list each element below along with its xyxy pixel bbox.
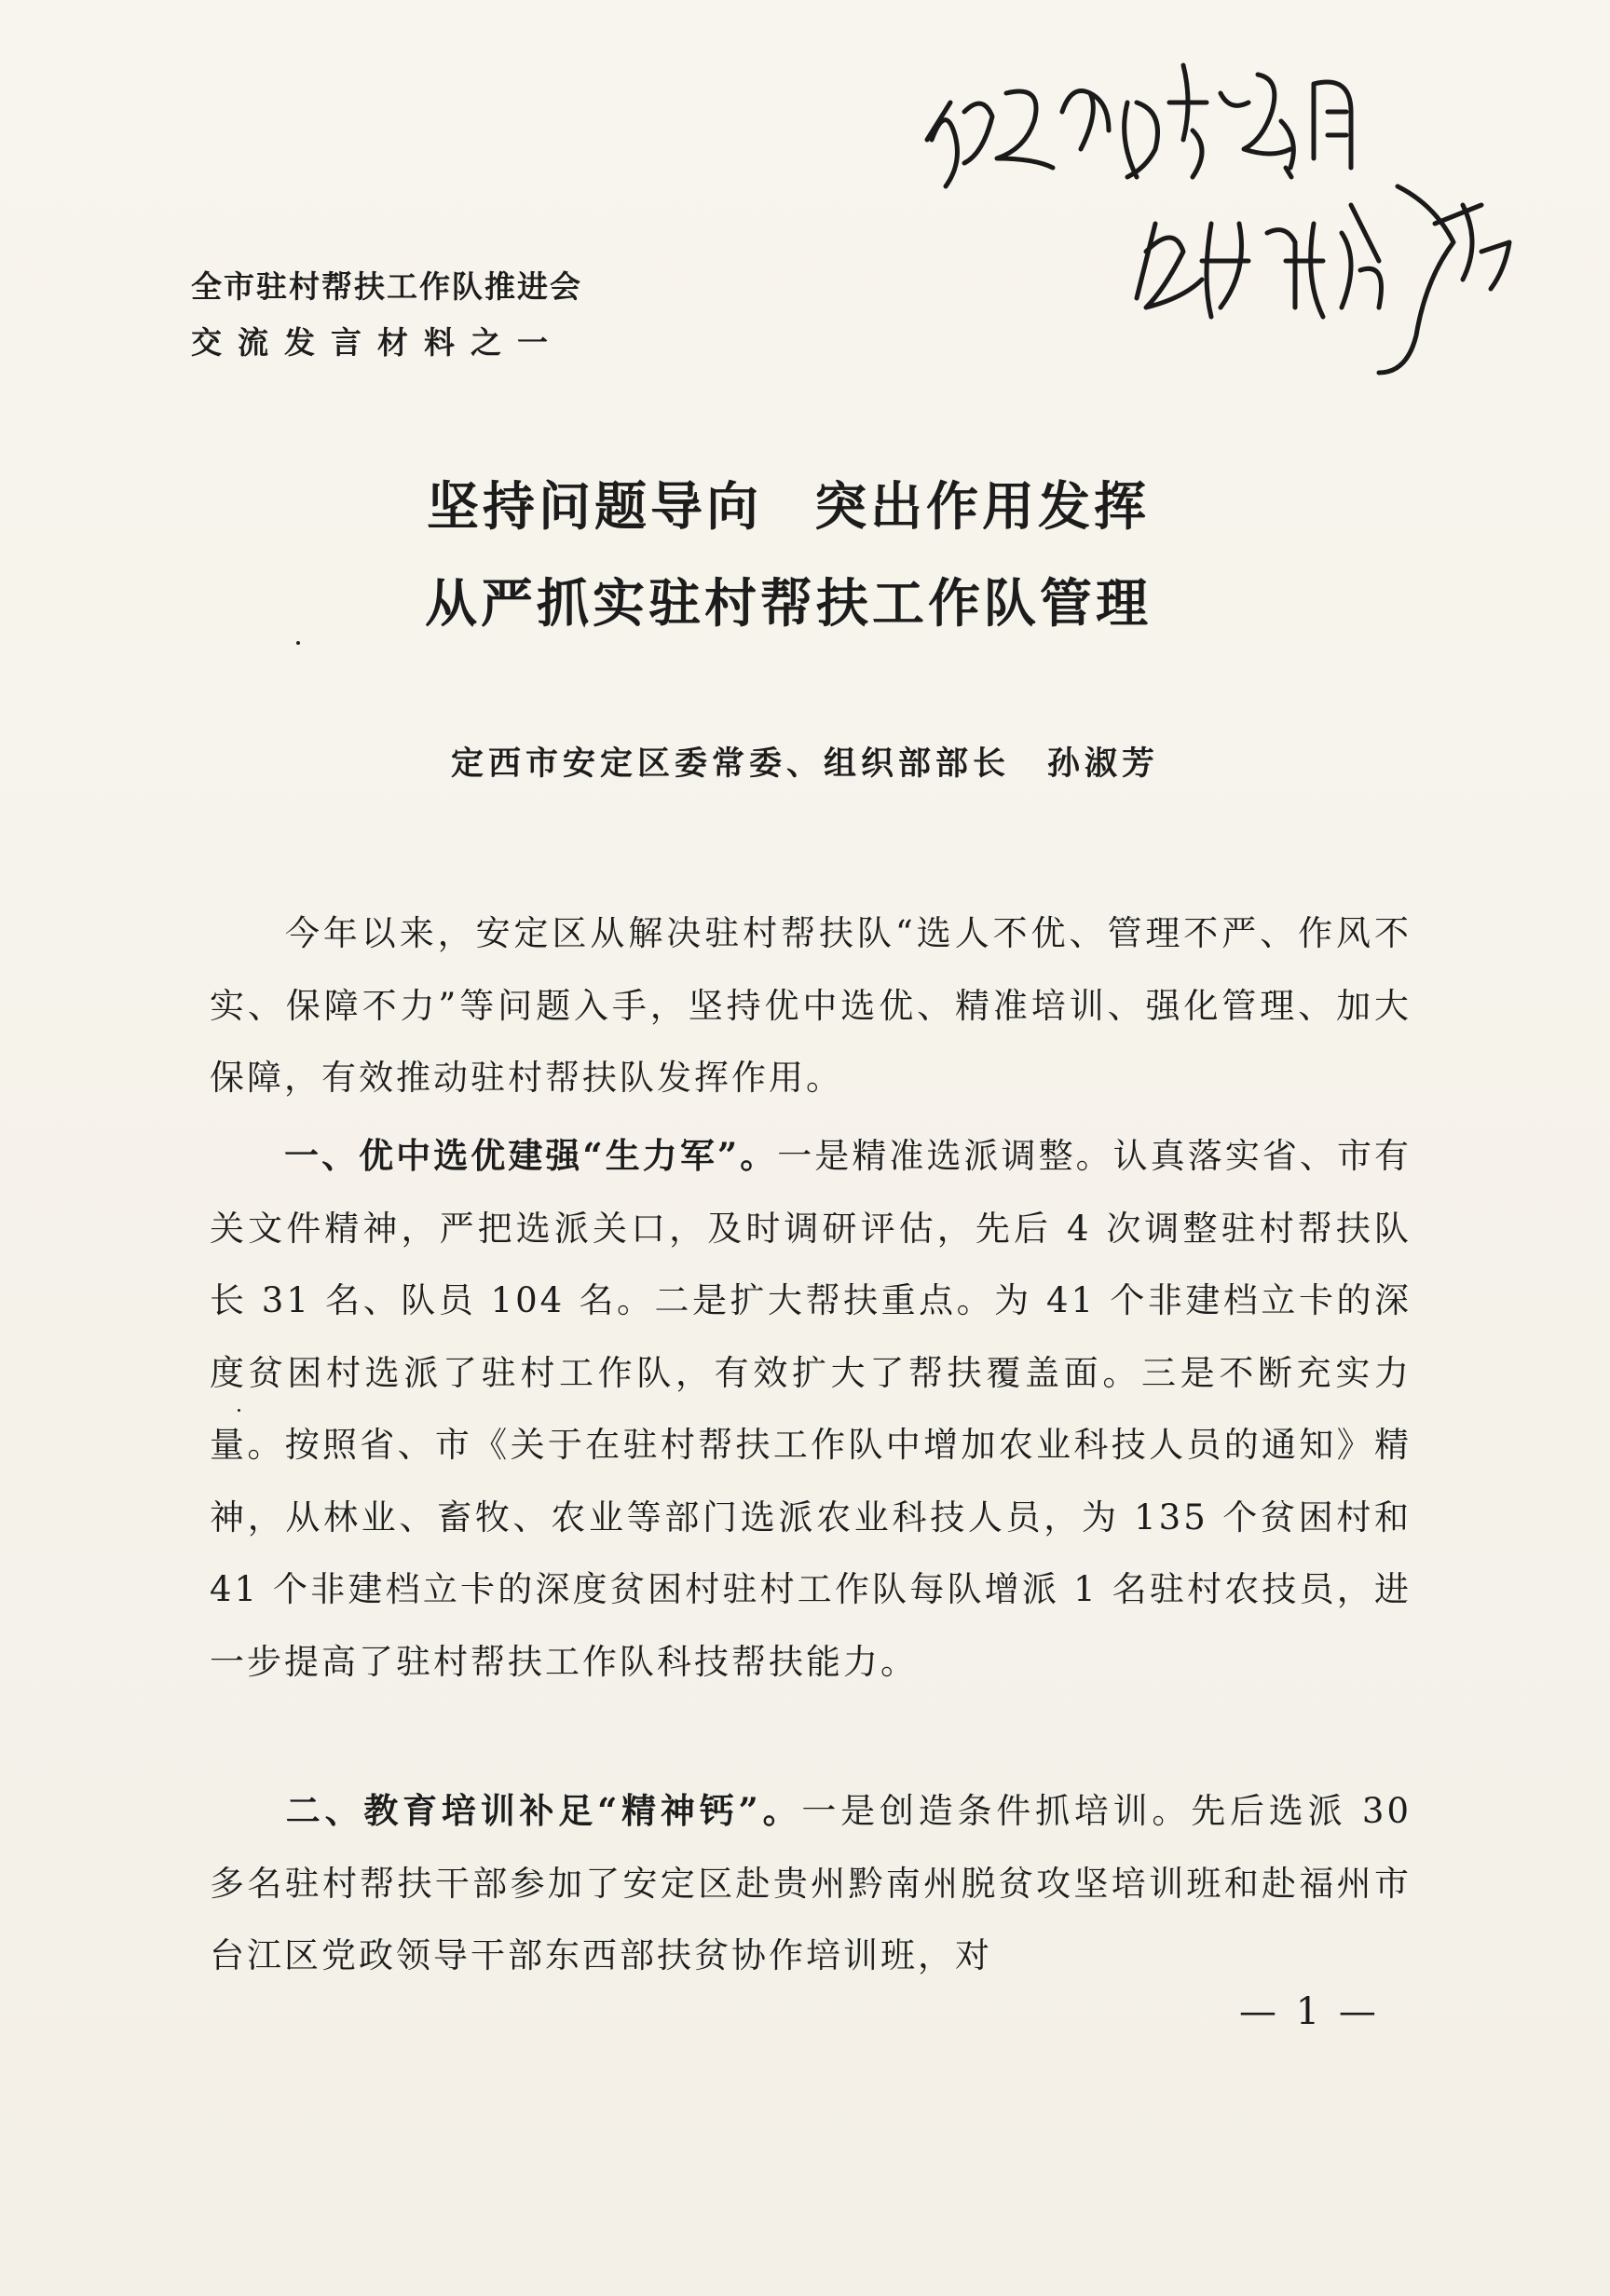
scan-speck bbox=[296, 641, 300, 645]
author-position: 定西市安定区委常委、组织部部长 bbox=[450, 745, 1010, 783]
title-part2: 突出作用发挥 bbox=[814, 476, 1150, 538]
section-1-text: 一是精准选派调整。认真落实省、市有关文件精神，严把选派关口，及时调研评估，先后 4 次调整驻村帮扶队长 31 名、队员 104 名。二是扩大帮扶重点。为 41 个非建档立卡的深度贫困村选派了驻村工作队，有效扩大了帮扶覆盖面。三是不断充实力量。按照省、市《关于在驻村帮扶工作队中增加农业科技人员的通知》精神，从林业、畜牧、农业等部门选派农业科技人员，为 135 个贫困村和 41 个非建档立卡的深度贫困村驻村工作队每队增派 1 名驻村农技员，进一步提高了驻村帮扶工作队科技帮扶能力。 bbox=[210, 1136, 1412, 1682]
paragraph-intro-text: 今年以来，安定区从解决驻村帮扶队“选人不优、管理不严、作风不实、保障不力”等问题入手，坚持优中选优、精准培训、强化管理、加大保障，有效推动驻村帮扶队发挥作用。 bbox=[210, 913, 1412, 1098]
material-label: 交流发言材料之一 bbox=[191, 324, 564, 361]
section-1-heading: 一、优中选优建强“生力军”。 bbox=[284, 1135, 778, 1176]
handwritten-annotation bbox=[913, 37, 1565, 447]
handwritten-signature-graphic bbox=[913, 37, 1565, 447]
document-title-line1 bbox=[0, 466, 1593, 540]
title-part1: 坚持问题导向 bbox=[427, 476, 762, 538]
section-2-text: 一是创造条件抓培训。先后选派 30 多名驻村帮扶干部参加了安定区赴贵州黔南州脱贫攻坚培训班和赴福州市台江区党政领导干部东西部扶贫协作培训班，对 bbox=[210, 1791, 1412, 1975]
page-number: — 1 — bbox=[1239, 1990, 1380, 2033]
author-name: 孙淑芳 bbox=[1047, 745, 1160, 783]
paragraph-section-1 bbox=[210, 1120, 1412, 1698]
meeting-label: 全市驻村帮扶工作队推进会 bbox=[191, 268, 582, 305]
section-2-heading: 二、教育培训补足“精神钙”。 bbox=[284, 1790, 802, 1831]
document-title-line2: 从严抓实驻村帮扶工作队管理 bbox=[425, 573, 1152, 635]
author-byline bbox=[0, 738, 1610, 785]
scan-speck bbox=[238, 1409, 240, 1412]
paragraph-section-2 bbox=[210, 1775, 1412, 1992]
paragraph-intro bbox=[210, 897, 1412, 1114]
